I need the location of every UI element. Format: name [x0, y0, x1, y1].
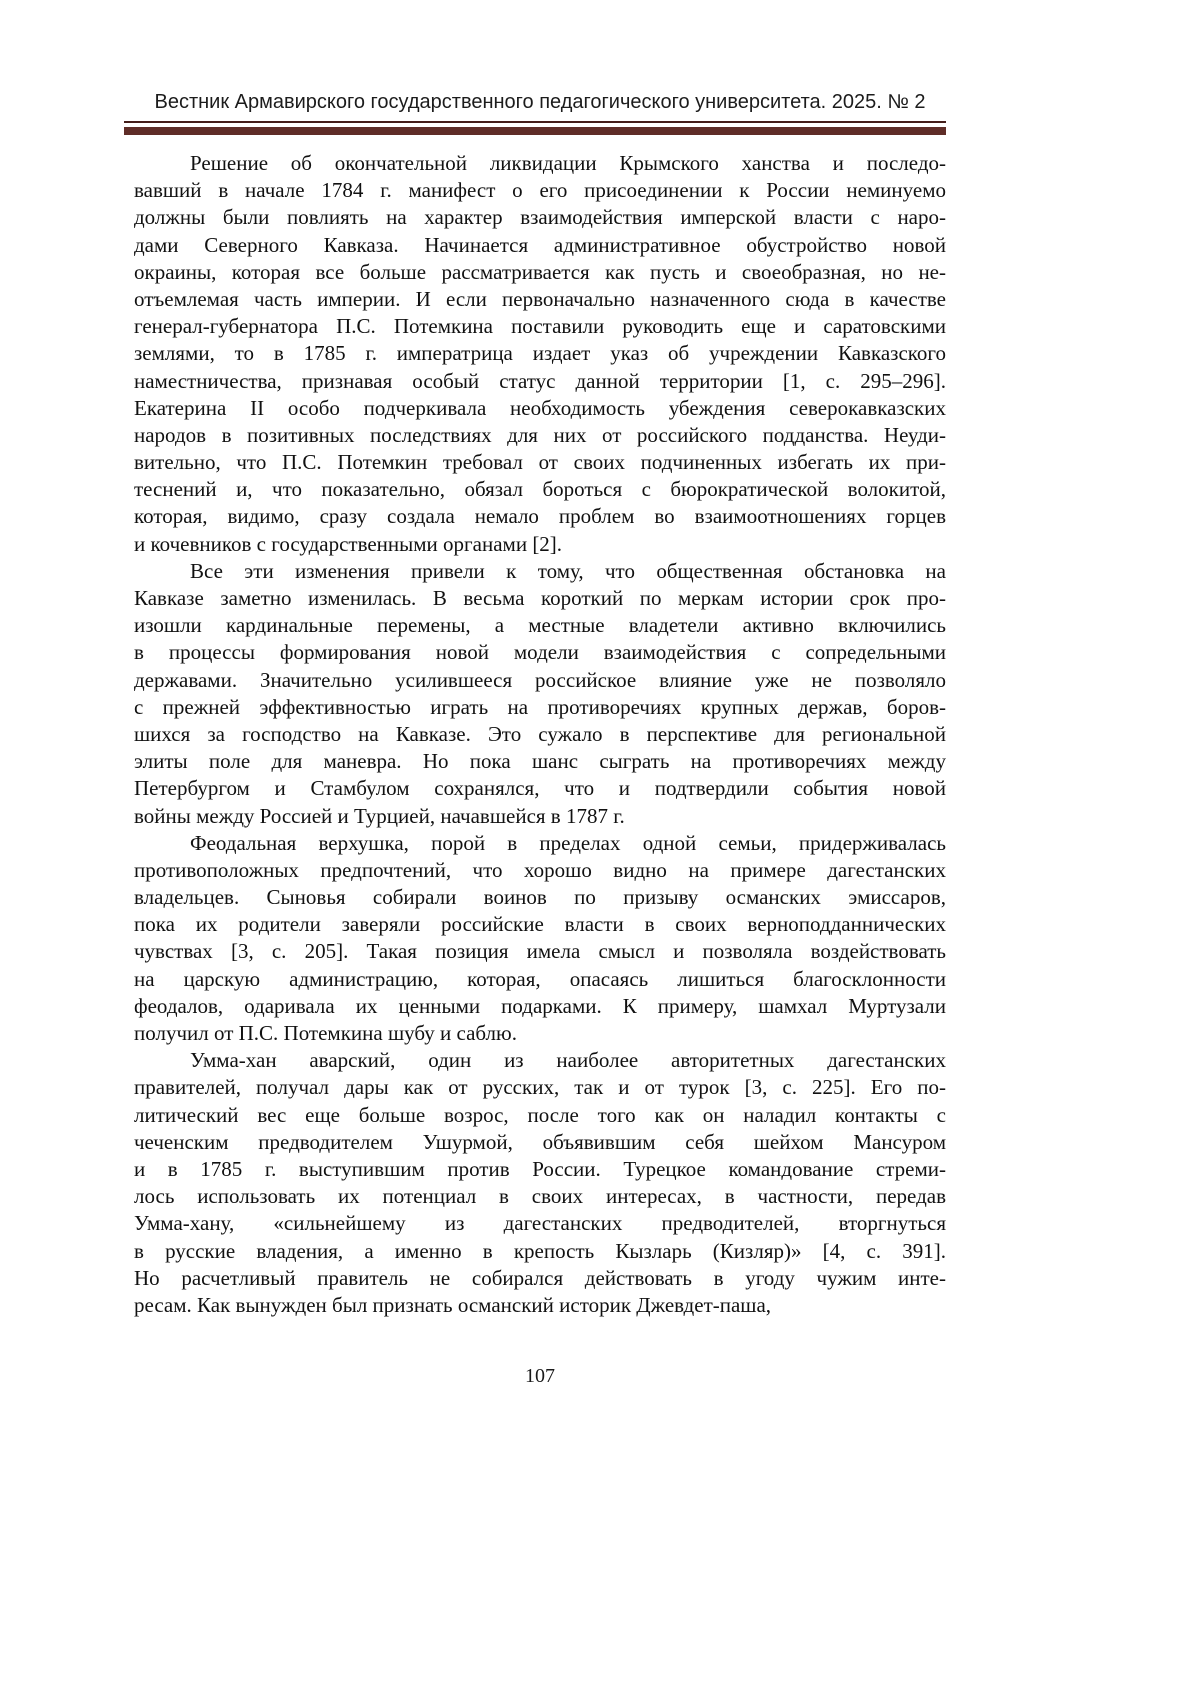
text-line: на царскую администрацию, которая, опасаясь лишиться благосклонности	[134, 966, 946, 991]
header-rule-thin	[124, 121, 946, 123]
text-line: ресам. Как вынужден был признать османский историк Джевдет-паша,	[134, 1292, 772, 1317]
text-line: и кочевников с государственными органами [2].	[134, 531, 563, 556]
text-line: дами Северного Кавказа. Начинается административное обустройство новой	[134, 232, 946, 257]
page-number: 107	[525, 1365, 555, 1387]
text-line: получил от П.С. Потемкина шубу и саблю.	[134, 1021, 517, 1045]
text-line: Екатерина II особо подчеркивала необходимость убеждения северокавказских	[134, 395, 946, 420]
text-line: генерал-губернатора П.С. Потемкина поставили руководить еще и саратовскими	[134, 314, 946, 339]
text-line: Петербургом и Стамбулом сохранялся, что и подтвердили события новой	[134, 776, 946, 801]
text-line: в процессы формирования новой модели взаимодействия с сопредельными	[134, 640, 946, 665]
text-line: Все эти изменения привели к тому, что общественная обстановка на	[190, 558, 946, 583]
text-line: изошли кардинальные перемены, а местные владетели активно включились	[134, 613, 946, 638]
text-line: шихся за господство на Кавказе. Это сужало в перспективе для региональной	[134, 721, 946, 746]
text-line: державами. Значительно усилившееся российское влияние уже не позволяло	[134, 667, 946, 692]
text-line: народов в позитивных последствиях для них от российского подданства. Неуди-	[134, 422, 946, 447]
text-line: вительно, что П.С. Потемкин требовал от своих подчиненных избегать их при-	[134, 450, 946, 475]
text-line: войны между Россией и Турцией, начавшейся в 1787 г.	[134, 803, 625, 828]
journal-header: Вестник Армавирского государственного педагогического университета. 2025. № 2	[154, 91, 926, 113]
text-line: чувствах [3, с. 205]. Такая позиция имела смысл и позволяла воздействовать	[134, 939, 946, 964]
text-line: противоположных предпочтений, что хорошо видно на примере дагестанских	[134, 857, 946, 882]
text-line: феодалов, одаривала их ценными подарками. К примеру, шамхал Муртузали	[134, 993, 946, 1018]
paragraph	[134, 558, 946, 830]
text-line: элиты поле для маневра. Но пока шанс сыграть на противоречиях между	[134, 749, 946, 774]
text-line: Умма-хан аварский, один из наиболее авторитетных дагестанских	[190, 1048, 946, 1073]
text-line: и в 1785 г. выступившим против России. Турецкое командование стреми-	[134, 1156, 946, 1181]
text-line: Феодальная верхушка, порой в пределах одной семьи, придерживалась	[190, 830, 946, 855]
text-line: чеченским предводителем Ушурмой, объявившим себя шейхом Мансуром	[134, 1129, 946, 1154]
text-line: Умма-хану, «сильнейшему из дагестанских предводителей, вторгнуться	[134, 1211, 946, 1236]
text-line: Но расчетливый правитель не собирался действовать в угоду чужим инте-	[134, 1265, 946, 1290]
text-line: должны были повлиять на характер взаимодействия имперской власти с наро-	[134, 205, 946, 230]
text-line: литический вес еще больше возрос, после того как он наладил контакты с	[134, 1102, 946, 1127]
text-line: Кавказе заметно изменилась. В весьма короткий по меркам истории срок про-	[134, 586, 946, 610]
text-line: землями, то в 1785 г. императрица издает указ об учреждении Кавказского	[134, 341, 946, 366]
text-line: отъемлемая часть империи. И если первоначально назначенного сюда в качестве	[134, 286, 946, 311]
text-line: правителей, получал дары как от русских, так и от турок [3, с. 225]. Его по-	[134, 1075, 946, 1100]
text-line: с прежней эффективностью играть на противоречиях крупных держав, боров-	[134, 694, 946, 719]
text-line: вавший в начале 1784 г. манифест о его присоединении к России неминуемо	[134, 178, 946, 203]
text-line: Решение об окончательной ликвидации Крымского ханства и последо-	[190, 151, 946, 175]
paragraph	[134, 1047, 946, 1319]
text-line: наместничества, признавая особый статус данной территории [1, с. 295–296].	[134, 368, 946, 393]
text-line: в русские владения, а именно в крепость Кызларь (Кизляр)» [4, с. 391].	[134, 1238, 946, 1263]
text-line: лось использовать их потенциал в своих интересах, в частности, передав	[134, 1184, 946, 1209]
text-line: теснений и, что показательно, обязал бороться с бюрократической волокитой,	[134, 477, 946, 502]
paragraph	[134, 150, 946, 558]
article-body	[134, 150, 946, 1319]
text-line: пока их родители заверяли российские власти в своих верноподданнических	[134, 912, 946, 937]
text-line: владельцев. Сыновья собирали воинов по призыву османских эмиссаров,	[134, 885, 946, 910]
header-rule-thick	[124, 127, 946, 135]
paragraph	[134, 830, 946, 1048]
text-line: окраины, которая все больше рассматривается как пусть и своеобразная, но не-	[134, 259, 946, 284]
text-line: которая, видимо, сразу создала немало проблем во взаимоотношениях горцев	[134, 504, 946, 529]
